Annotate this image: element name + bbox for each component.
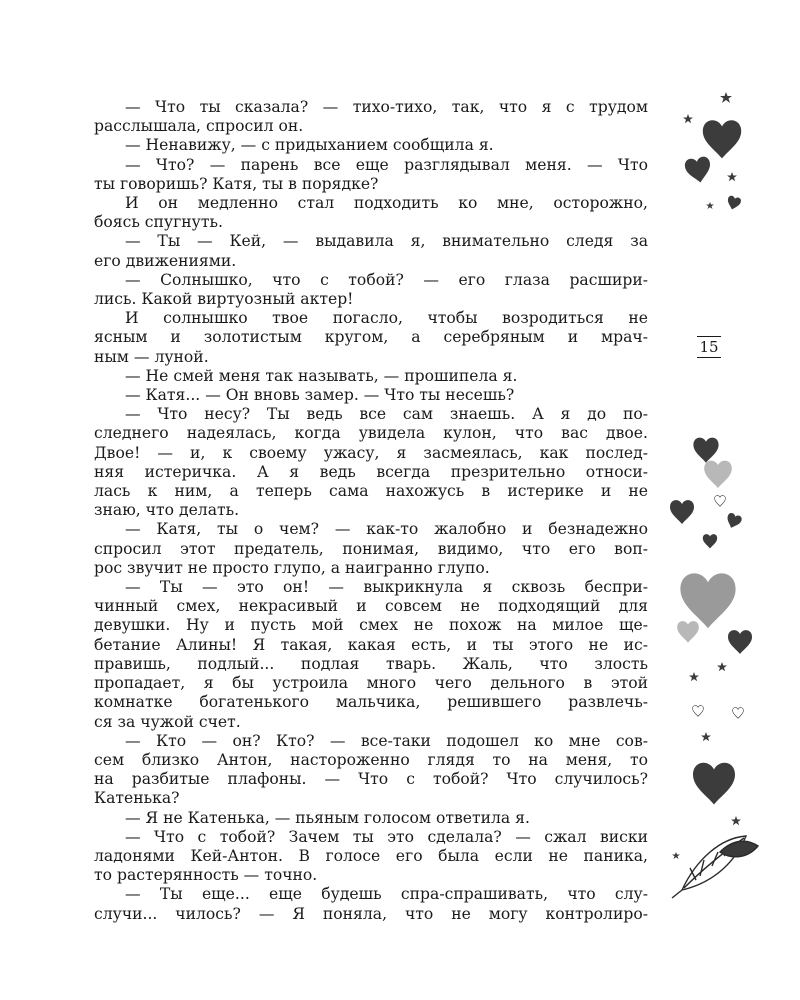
text-line: ладонями Кей-Антон. В голосе его была если не паника, <box>94 846 648 865</box>
leaf-icon <box>672 836 758 898</box>
heart-icon <box>728 630 752 654</box>
text-column <box>94 98 648 924</box>
heart-icon-outline <box>733 708 744 719</box>
text-line: рос звучит не просто глупо, а наигранно глупо. <box>94 558 490 577</box>
text-line: — Что ты сказала? — тихо-тихо, так, что я с трудом <box>125 98 648 116</box>
text-line: сем близко Антон, настороженно глядя то на меня, то <box>94 750 648 769</box>
text-line: ным — луной. <box>94 347 209 366</box>
heart-icon <box>726 195 742 211</box>
text-line: — Что? — парень все еще разглядывал меня. — Что <box>125 155 648 174</box>
text-line: лись. Какой виртуозный актер! <box>94 290 354 309</box>
text-line: то растерянность — точно. <box>94 866 318 885</box>
heart-icon-outline <box>693 706 704 717</box>
text-line: — Не смей меня так называть, — прошипела я. <box>125 366 518 385</box>
star-icon <box>689 672 699 681</box>
heart-icon <box>693 438 718 463</box>
star-icon <box>727 172 737 181</box>
text-line: Двое! — и, к своему ужасу, я засмеялась, как послед- <box>94 443 648 462</box>
star-icon <box>683 114 693 123</box>
text-line: — Что несу? Ты ведь все сам знаешь. А я до по- <box>125 405 648 424</box>
text-line: девушки. Ну и пусть мой смех не похож на милое ще- <box>94 616 648 635</box>
text-line: ясным и золотистым кругом, а серебряным и мрач- <box>94 328 648 347</box>
text-line: на разбитые плафоны. — Что с тобой? Что случилось? <box>94 770 648 789</box>
hearts-decoration-bottom <box>660 420 780 920</box>
text-line: пропадает, я бы устроила много чего дельного в этой <box>94 674 648 693</box>
hearts-decoration-top <box>668 84 758 224</box>
heart-icon <box>693 763 735 805</box>
text-line: — Что с тобой? Зачем ты это сделала? — сжал виски <box>125 827 648 846</box>
heart-icon <box>670 500 694 524</box>
heart-icon <box>703 120 741 158</box>
text-line: И он медленно стал подходить ко мне, осторожно, <box>125 194 648 213</box>
star-icon <box>706 202 714 209</box>
text-line: случи... чилось? — Я поняла, что не могу контролиро- <box>94 904 648 923</box>
text-line: — Ты еще... еще будешь спра-спрашивать, что слу- <box>125 885 648 904</box>
text-line: ся за чужой счет. <box>94 712 241 731</box>
text-line: — Ты — Кей, — выдавила я, внимательно следя за <box>125 232 648 251</box>
text-line: — Катя, ты о чем? — как-то жалобно и безнадежно <box>125 520 648 539</box>
text-line: ты говоришь? Катя, ты в порядке? <box>94 174 379 193</box>
text-line: — Катя... — Он вновь замер. — Что ты несешь? <box>125 386 515 405</box>
heart-icon <box>684 156 713 185</box>
star-icon <box>720 92 732 103</box>
text-line: его движениями. <box>94 251 237 270</box>
text-line: — Кто — он? Кто? — все-таки подошел ко мне сов- <box>125 731 648 750</box>
heart-icon <box>680 573 735 628</box>
heart-icon <box>703 534 717 548</box>
heart-icon <box>704 461 732 488</box>
text-line: И солнышко твое погасло, чтобы возродиться не <box>125 309 648 328</box>
text-line: правишь, подлый... подлая тварь. Жаль, что злость <box>94 654 648 673</box>
text-line: Катенька? <box>94 789 180 808</box>
text-line: комнатке богатенького мальчика, решившего развлечь- <box>94 693 648 712</box>
text-line: — Ненавижу, — с придыханием сообщила я. <box>125 136 494 155</box>
star-icon <box>717 662 727 671</box>
text-line: няя истеричка. А я ведь всегда презрительно относи- <box>94 462 648 481</box>
text-line: чинный смех, некрасивый и совсем не подходящий для <box>94 597 648 616</box>
star-icon <box>701 732 711 741</box>
star-icon <box>731 816 741 825</box>
text-line: лась к ним, а теперь сама нахожусь в истерике и не <box>94 482 648 501</box>
text-line: следнего надеялась, когда увидела кулон, что вас двое. <box>94 424 648 443</box>
star-icon <box>672 852 680 859</box>
text-line: расслышала, спросил он. <box>94 117 304 136</box>
text-line: знаю, что делать. <box>94 501 240 520</box>
heart-icon <box>677 621 699 642</box>
text-line: — Я не Катенька, — пьяным голосом ответила я. <box>125 808 530 827</box>
text-line: боясь спугнуть. <box>94 213 223 232</box>
text-line: — Солнышко, что с тобой? — его глаза расшири- <box>125 270 648 289</box>
text-line: — Ты — это он! — выкрикнула я сквозь беспри- <box>125 578 648 597</box>
heart-icon <box>724 512 742 530</box>
text-line: бетание Алины! Я такая, какая есть, и ты этого не ис- <box>94 635 648 654</box>
text-line: спросил этот предатель, понимая, видимо, что его воп- <box>94 539 648 558</box>
page-number: 15 <box>697 336 721 358</box>
heart-icon-outline <box>715 496 726 507</box>
